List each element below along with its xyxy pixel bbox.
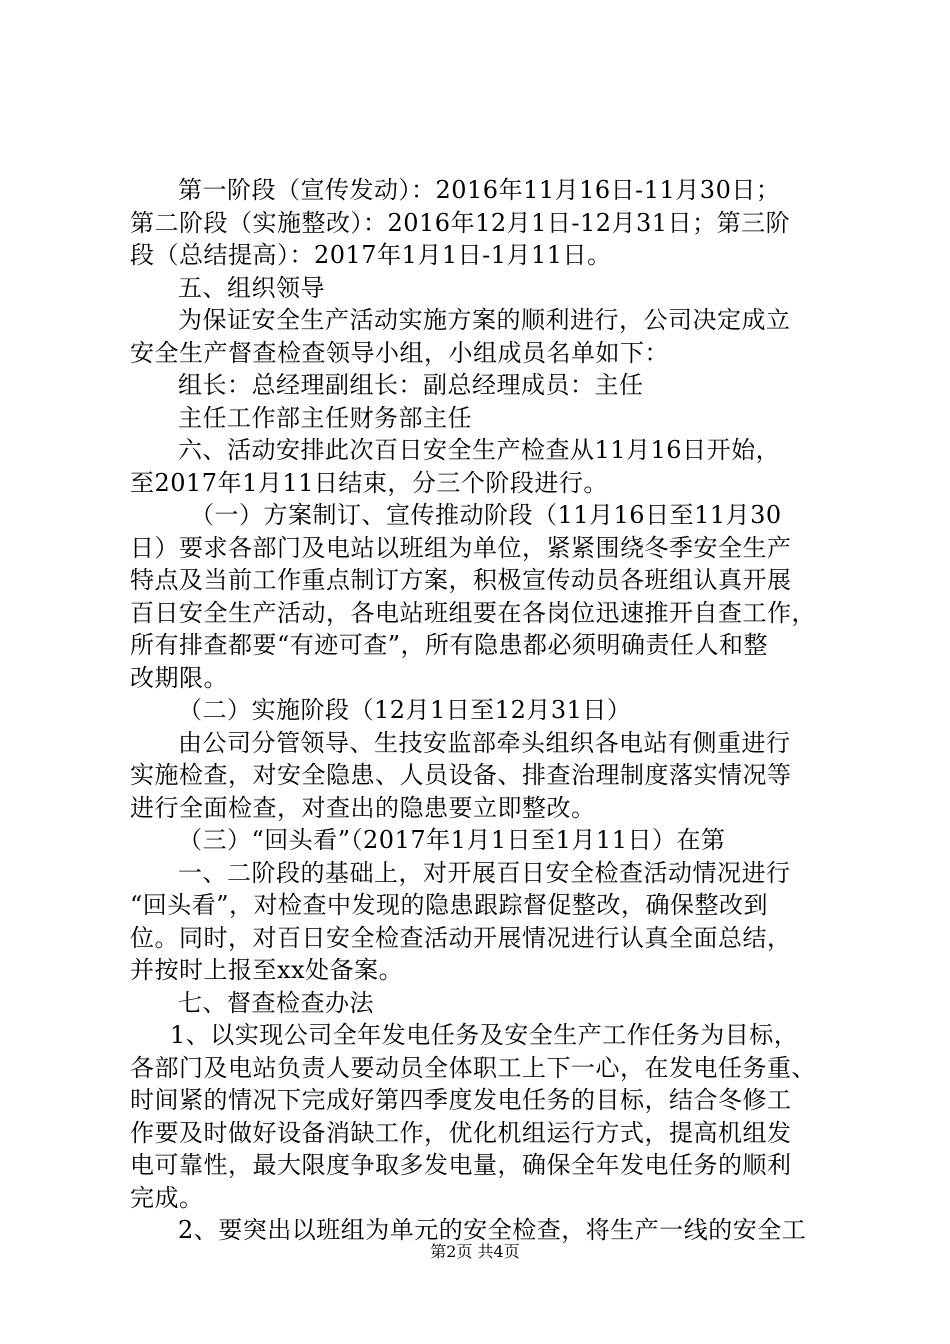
text-line: 改期限。 (130, 663, 228, 692)
text-line: 电可靠性，最大限度争取多发电量，确保全年发电任务的顺利 (130, 1151, 792, 1179)
text-line: 由公司分管领导、生技安监部牵头组织各电站有侧重进行 (178, 728, 791, 757)
text-line: 2、要突出以班组为单元的安全检查，将生产一线的安全工 (178, 1216, 807, 1244)
text-line: 组长：总经理副组长：副总经理成员：主任 (178, 371, 644, 399)
text-line: 七、督查检查办法 (178, 988, 374, 1017)
text-line: 时间紧的情况下完成好第四季度发电任务的目标，结合冬修工 (130, 1086, 792, 1114)
text-line: 主任工作部主任财务部主任 (178, 403, 472, 432)
text-line: 完成。 (130, 1183, 204, 1212)
text-line: 所有排查都要“有迹可查”，所有隐患都必须明确责任人和整 (130, 631, 769, 659)
text-line: （二）实施阶段（12月1日至12月31日） (178, 696, 632, 724)
text-line: 1、以实现公司全年发电任务及安全生产工作任务为目标， (170, 1021, 799, 1049)
document-body (130, 174, 830, 1247)
text-line: 为保证安全生产活动实施方案的顺利进行，公司决定成立 (178, 306, 791, 334)
text-line: 进行全面检查，对查出的隐患要立即整改。 (130, 793, 596, 822)
text-line: 六、活动安排此次百日安全生产检查从11月16日开始， (178, 436, 781, 464)
text-line: （三）“回头看”（2017年1月1日至1月11日）在第 (178, 826, 726, 854)
text-line: 第二阶段（实施整改）：2016年12月1日-12月31日；第三阶 (130, 208, 791, 237)
text-line: 并按时上报至xx处备案。 (130, 956, 404, 984)
text-line: 五、组织领导 (178, 273, 325, 302)
text-line: 位。同时，对百日安全检查活动开展情况进行认真全面总结， (130, 923, 792, 952)
text-line: “回头看”，对检查中发现的隐患跟踪督促整改，确保整改到 (130, 891, 769, 919)
page-footer: 第2页 共4页 (430, 1242, 520, 1261)
text-line: 百日安全生产活动，各电站班组要在各岗位迅速推开自查工作， (130, 598, 816, 627)
text-line: 第一阶段（宣传发动）：2016年11月16日-11月30日； (178, 176, 781, 204)
text-line: 作要及时做好设备消缺工作，优化机组运行方式，提高机组发 (130, 1118, 792, 1147)
text-line: 段（总结提高）：2017年1月1日-1月11日。 (130, 241, 612, 269)
text-line: 安全生产督查检查领导小组，小组成员名单如下： (130, 338, 669, 367)
text-line: 特点及当前工作重点制订方案，积极宣传动员各班组认真开展 (130, 566, 792, 594)
text-line: 至2017年1月11日结束，分三个阶段进行。 (130, 468, 608, 497)
text-line: 日）要求各部门及电站以班组为单位，紧紧围绕冬季安全生产 (130, 533, 792, 562)
text-line: 一、二阶段的基础上，对开展百日安全检查活动情况进行 (178, 858, 791, 887)
text-line: （一）方案制订、宣传推动阶段（11月16日至11月30 (190, 501, 782, 529)
text-line: 实施检查，对安全隐患、人员设备、排查治理制度落实情况等 (130, 761, 792, 789)
text-line: 各部门及电站负责人要动员全体职工上下一心，在发电任务重、 (130, 1053, 816, 1082)
